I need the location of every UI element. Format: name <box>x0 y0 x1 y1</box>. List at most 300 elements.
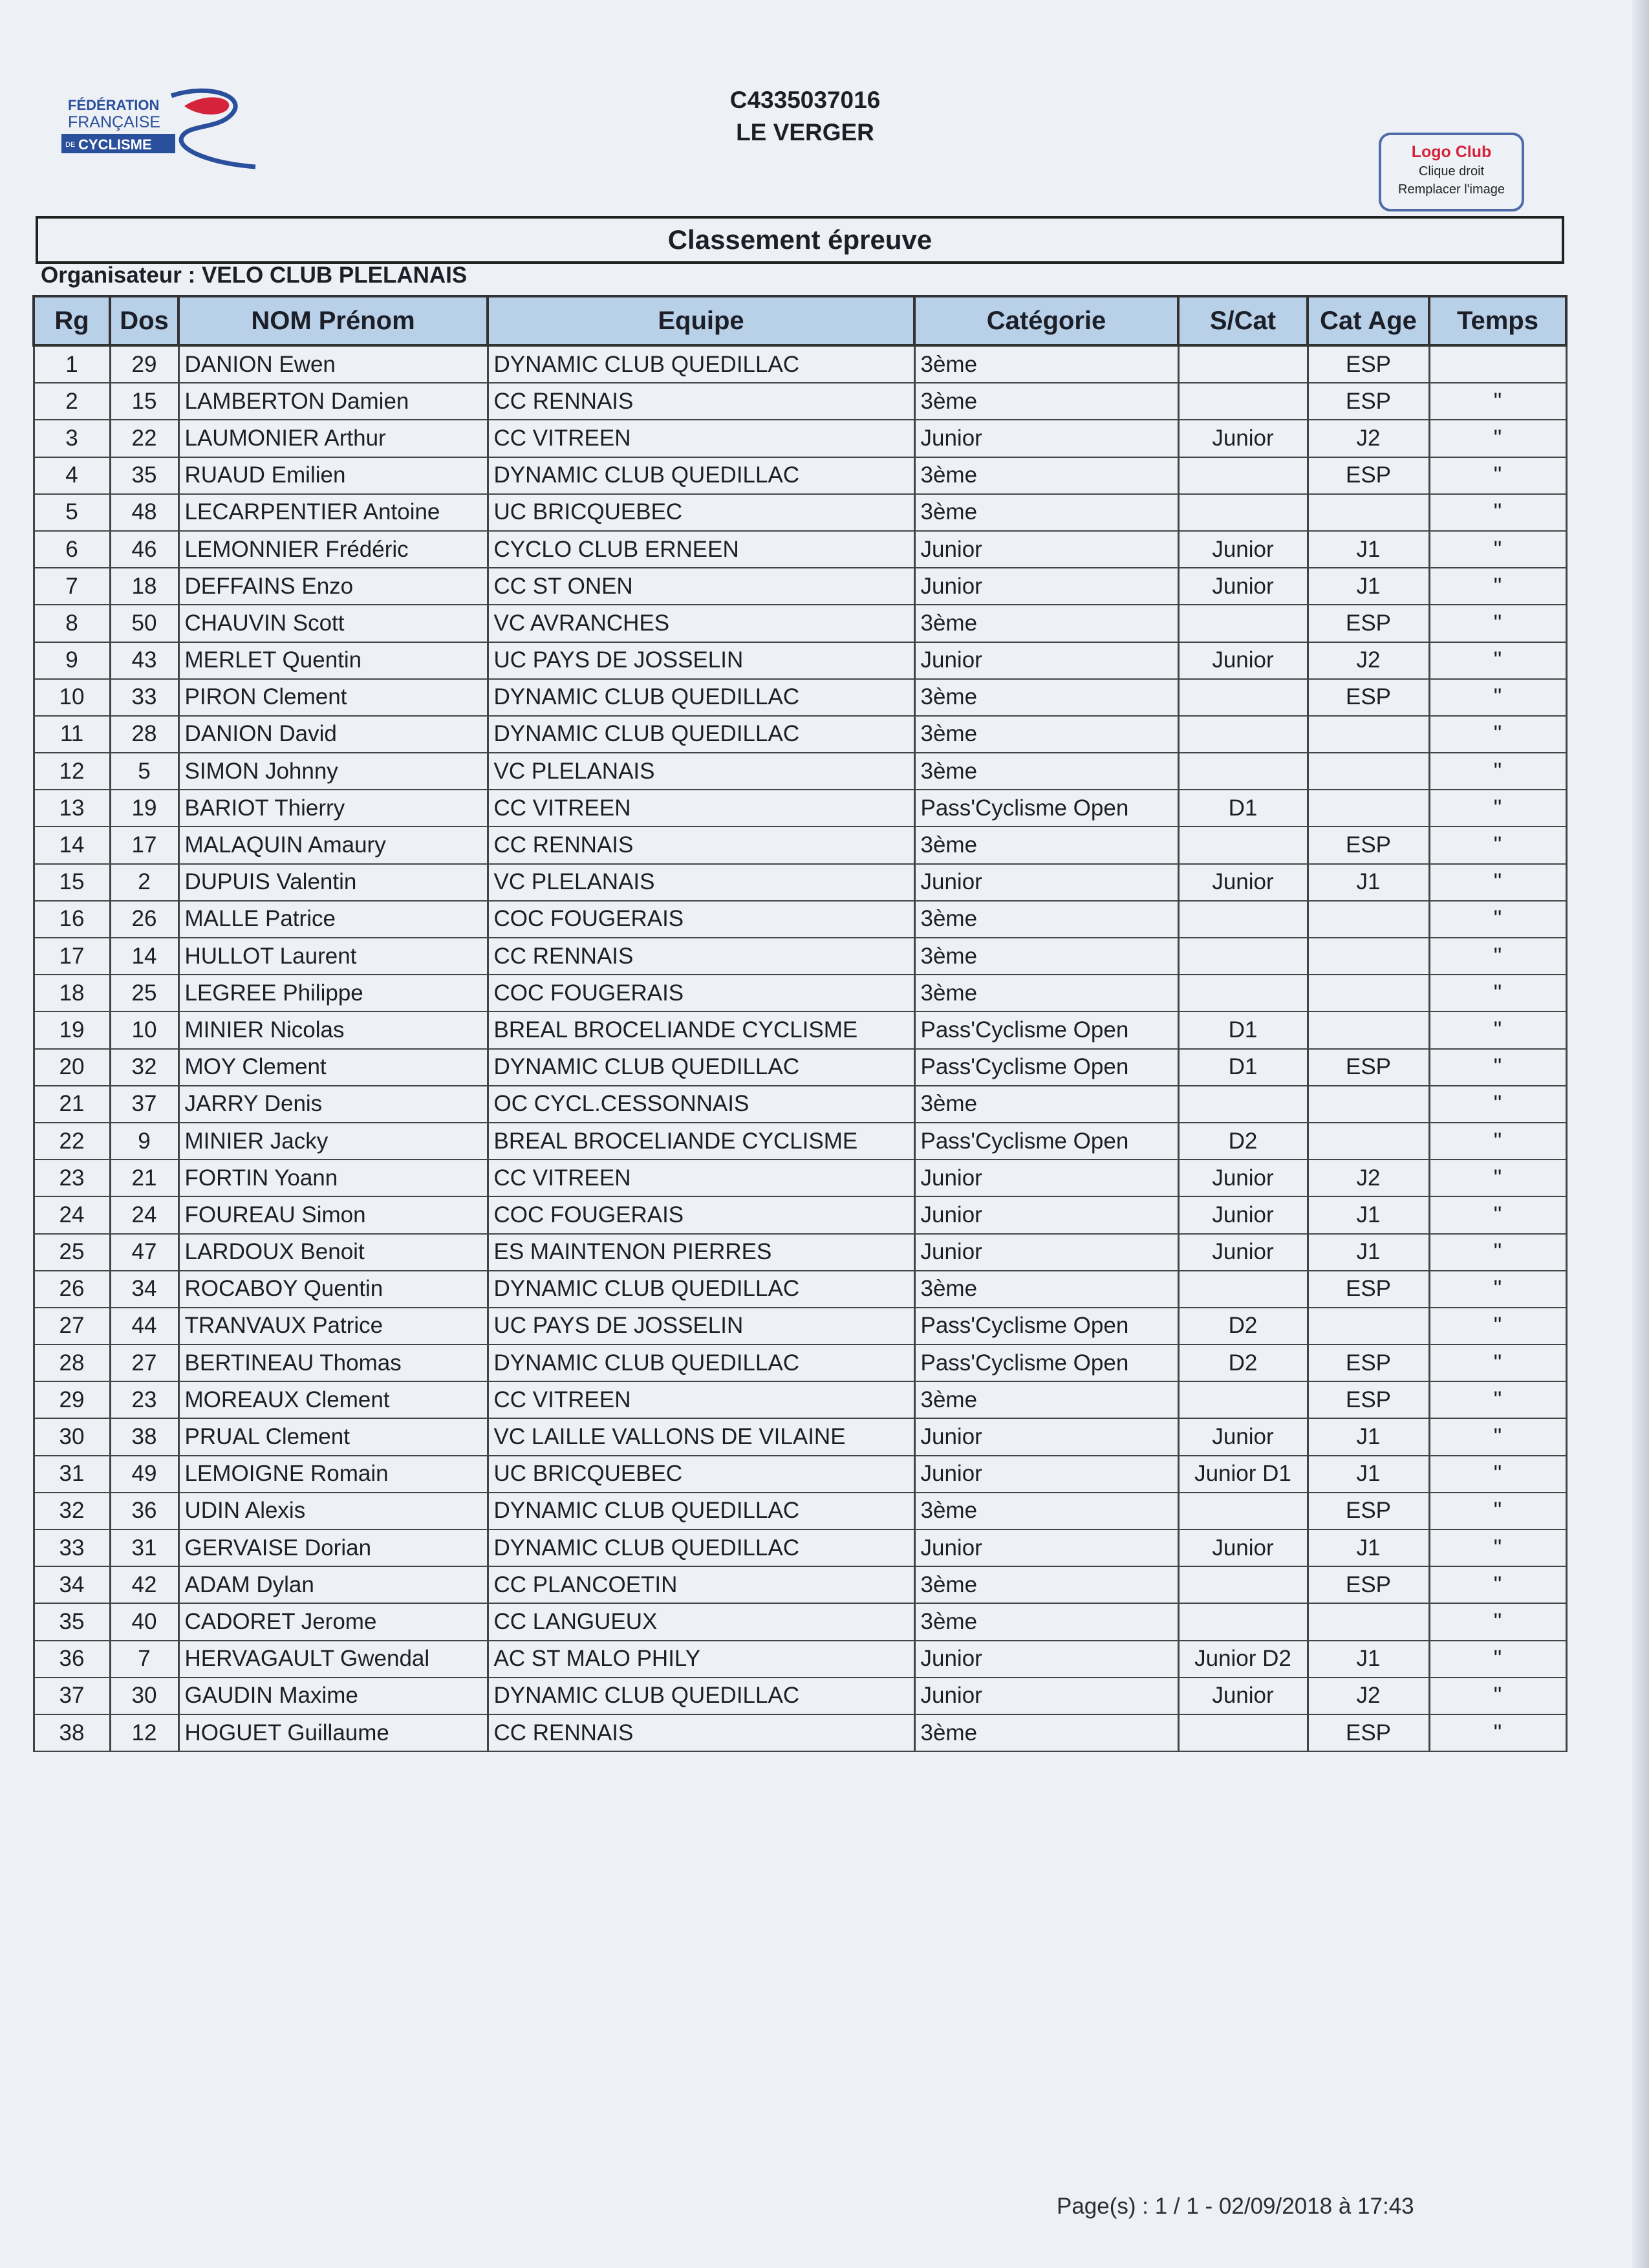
cell-bib: 44 <box>110 1308 178 1345</box>
cell-time <box>1429 345 1566 383</box>
col-header-name: NOM Prénom <box>178 296 488 345</box>
cell-team: UC BRICQUEBEC <box>488 494 914 531</box>
cell-category: 3ème <box>914 457 1178 494</box>
cell-rank: 25 <box>34 1234 110 1271</box>
table-row <box>34 605 1566 642</box>
table-row <box>34 1529 1566 1566</box>
cell-age-category <box>1308 975 1429 1011</box>
cell-time: " <box>1429 1456 1566 1493</box>
cell-time: " <box>1429 494 1566 531</box>
cell-name: BARIOT Thierry <box>178 790 488 826</box>
table-row <box>34 345 1566 383</box>
cell-age-category <box>1308 1123 1429 1160</box>
cell-name: CHAUVIN Scott <box>178 605 488 642</box>
cell-team: COC FOUGERAIS <box>488 1196 914 1233</box>
cell-category: Junior <box>914 1529 1178 1566</box>
cell-age-category: J2 <box>1308 1678 1429 1714</box>
cell-bib: 38 <box>110 1418 178 1455</box>
cell-subcategory <box>1178 938 1308 975</box>
cell-time: " <box>1429 1714 1566 1751</box>
cell-time: " <box>1429 1308 1566 1345</box>
cell-name: FOUREAU Simon <box>178 1196 488 1233</box>
cell-age-category: ESP <box>1308 1381 1429 1418</box>
cell-bib: 12 <box>110 1714 178 1751</box>
cell-category: Pass'Cyclisme Open <box>914 1345 1178 1381</box>
cell-rank: 32 <box>34 1493 110 1529</box>
ffc-logo-line1: FÉDÉRATION <box>68 97 160 113</box>
cell-bib: 47 <box>110 1234 178 1271</box>
cell-bib: 42 <box>110 1566 178 1603</box>
cell-age-category <box>1308 938 1429 975</box>
col-header-team: Equipe <box>488 296 914 345</box>
cell-name: LECARPENTIER Antoine <box>178 494 488 531</box>
table-row <box>34 790 1566 826</box>
cell-name: ADAM Dylan <box>178 1566 488 1603</box>
cell-time: " <box>1429 901 1566 938</box>
cell-category: 3ème <box>914 1603 1178 1640</box>
cell-age-category: J1 <box>1308 1641 1429 1678</box>
cell-name: MOREAUX Clement <box>178 1381 488 1418</box>
cell-team: COC FOUGERAIS <box>488 975 914 1011</box>
cell-subcategory: Junior <box>1178 568 1308 605</box>
table-row <box>34 1011 1566 1048</box>
cell-name: LARDOUX Benoit <box>178 1234 488 1271</box>
cell-rank: 38 <box>34 1714 110 1751</box>
cell-team: BREAL BROCELIANDE CYCLISME <box>488 1123 914 1160</box>
ffc-logo-line3: CYCLISME <box>78 136 152 153</box>
cell-bib: 21 <box>110 1160 178 1196</box>
table-row <box>34 1308 1566 1345</box>
cell-rank: 14 <box>34 826 110 863</box>
cell-team: DYNAMIC CLUB QUEDILLAC <box>488 1529 914 1566</box>
cell-age-category: J2 <box>1308 1160 1429 1196</box>
cell-rank: 23 <box>34 1160 110 1196</box>
cell-bib: 22 <box>110 420 178 457</box>
cell-rank: 16 <box>34 901 110 938</box>
cell-rank: 15 <box>34 864 110 901</box>
col-header-bib: Dos <box>110 296 178 345</box>
table-row <box>34 716 1566 753</box>
table-row <box>34 1345 1566 1381</box>
cell-team: CC LANGUEUX <box>488 1603 914 1640</box>
cell-rank: 2 <box>34 383 110 420</box>
cell-category: Junior <box>914 642 1178 679</box>
cell-subcategory: D1 <box>1178 1011 1308 1048</box>
cell-name: GERVAISE Dorian <box>178 1529 488 1566</box>
cell-bib: 33 <box>110 679 178 716</box>
cell-category: 3ème <box>914 901 1178 938</box>
cell-time: " <box>1429 1493 1566 1529</box>
col-header-subcategory: S/Cat <box>1178 296 1308 345</box>
cell-subcategory: D2 <box>1178 1123 1308 1160</box>
table-row <box>34 642 1566 679</box>
cell-team: DYNAMIC CLUB QUEDILLAC <box>488 679 914 716</box>
table-row <box>34 1603 1566 1640</box>
cell-team: OC CYCL.CESSONNAIS <box>488 1086 914 1123</box>
cell-name: HERVAGAULT Gwendal <box>178 1641 488 1678</box>
event-header <box>647 84 964 149</box>
cell-age-category <box>1308 1603 1429 1640</box>
cell-rank: 33 <box>34 1529 110 1566</box>
cell-name: TRANVAUX Patrice <box>178 1308 488 1345</box>
cell-bib: 35 <box>110 457 178 494</box>
cell-time: " <box>1429 1123 1566 1160</box>
cell-subcategory: Junior <box>1178 864 1308 901</box>
cell-subcategory: Junior <box>1178 1678 1308 1714</box>
table-row <box>34 568 1566 605</box>
table-row <box>34 383 1566 420</box>
cell-team: CC RENNAIS <box>488 938 914 975</box>
cell-team: DYNAMIC CLUB QUEDILLAC <box>488 1678 914 1714</box>
cell-time: " <box>1429 716 1566 753</box>
cell-age-category: ESP <box>1308 605 1429 642</box>
table-row <box>34 975 1566 1011</box>
cell-rank: 1 <box>34 345 110 383</box>
cell-bib: 50 <box>110 605 178 642</box>
cell-subcategory <box>1178 1603 1308 1640</box>
cell-subcategory <box>1178 1381 1308 1418</box>
table-row <box>34 1234 1566 1271</box>
cell-rank: 27 <box>34 1308 110 1345</box>
table-row <box>34 864 1566 901</box>
cell-subcategory <box>1178 753 1308 790</box>
cell-subcategory <box>1178 605 1308 642</box>
cell-team: VC PLELANAIS <box>488 753 914 790</box>
cell-rank: 9 <box>34 642 110 679</box>
cell-category: Junior <box>914 1160 1178 1196</box>
cell-age-category <box>1308 1086 1429 1123</box>
logo-club-title: Logo Club <box>1411 143 1492 161</box>
cell-team: CC VITREEN <box>488 790 914 826</box>
results-header-row <box>34 296 1566 345</box>
cell-team: DYNAMIC CLUB QUEDILLAC <box>488 716 914 753</box>
col-header-time: Temps <box>1429 296 1566 345</box>
cell-bib: 32 <box>110 1049 178 1086</box>
cell-name: MOY Clement <box>178 1049 488 1086</box>
page-title: Classement épreuve <box>36 216 1564 264</box>
cell-rank: 3 <box>34 420 110 457</box>
scan-page-edge <box>1632 0 1649 2268</box>
cell-category: Junior <box>914 1234 1178 1271</box>
cell-subcategory: Junior <box>1178 1196 1308 1233</box>
col-header-age-category: Cat Age <box>1308 296 1429 345</box>
logo-club-hint-2: Remplacer l'image <box>1398 182 1505 197</box>
cell-category: 3ème <box>914 1493 1178 1529</box>
table-row <box>34 1714 1566 1751</box>
cell-category: Pass'Cyclisme Open <box>914 1308 1178 1345</box>
cell-rank: 22 <box>34 1123 110 1160</box>
event-place: LE VERGER <box>736 119 874 146</box>
cell-bib: 18 <box>110 568 178 605</box>
cell-rank: 7 <box>34 568 110 605</box>
cell-team: DYNAMIC CLUB QUEDILLAC <box>488 457 914 494</box>
cell-subcategory: D1 <box>1178 1049 1308 1086</box>
cell-team: AC ST MALO PHILY <box>488 1641 914 1678</box>
cell-age-category <box>1308 494 1429 531</box>
cell-category: 3ème <box>914 1566 1178 1603</box>
cell-bib: 2 <box>110 864 178 901</box>
cell-rank: 24 <box>34 1196 110 1233</box>
cell-rank: 4 <box>34 457 110 494</box>
table-row <box>34 1456 1566 1493</box>
cell-age-category: ESP <box>1308 383 1429 420</box>
cell-subcategory <box>1178 1086 1308 1123</box>
table-row <box>34 1086 1566 1123</box>
cell-rank: 29 <box>34 1381 110 1418</box>
cell-age-category: J1 <box>1308 1234 1429 1271</box>
cell-name: ROCABOY Quentin <box>178 1271 488 1308</box>
cell-age-category: J1 <box>1308 531 1429 568</box>
cell-name: PRUAL Clement <box>178 1418 488 1455</box>
cell-category: 3ème <box>914 494 1178 531</box>
cell-bib: 7 <box>110 1641 178 1678</box>
cell-team: DYNAMIC CLUB QUEDILLAC <box>488 1493 914 1529</box>
cell-time: " <box>1429 938 1566 975</box>
table-row <box>34 679 1566 716</box>
cell-rank: 31 <box>34 1456 110 1493</box>
cell-age-category: J1 <box>1308 568 1429 605</box>
cell-subcategory: Junior <box>1178 1529 1308 1566</box>
cell-name: GAUDIN Maxime <box>178 1678 488 1714</box>
cell-time: " <box>1429 975 1566 1011</box>
cell-name: DANION Ewen <box>178 345 488 383</box>
cell-team: COC FOUGERAIS <box>488 901 914 938</box>
cell-bib: 28 <box>110 716 178 753</box>
cell-bib: 48 <box>110 494 178 531</box>
cell-category: 3ème <box>914 975 1178 1011</box>
cell-team: UC PAYS DE JOSSELIN <box>488 1308 914 1345</box>
ffc-logo-red-mark <box>184 98 229 115</box>
table-row <box>34 1678 1566 1714</box>
cell-time: " <box>1429 1086 1566 1123</box>
cell-time: " <box>1429 531 1566 568</box>
cell-time: " <box>1429 826 1566 863</box>
cell-bib: 5 <box>110 753 178 790</box>
cell-rank: 34 <box>34 1566 110 1603</box>
cell-subcategory: D2 <box>1178 1345 1308 1381</box>
cell-time: " <box>1429 1049 1566 1086</box>
cell-rank: 26 <box>34 1271 110 1308</box>
cell-team: CC ST ONEN <box>488 568 914 605</box>
table-row <box>34 901 1566 938</box>
cell-name: MALAQUIN Amaury <box>178 826 488 863</box>
cell-subcategory: Junior D1 <box>1178 1456 1308 1493</box>
cell-bib: 37 <box>110 1086 178 1123</box>
cell-team: VC LAILLE VALLONS DE VILAINE <box>488 1418 914 1455</box>
cell-category: Pass'Cyclisme Open <box>914 1123 1178 1160</box>
cell-age-category: ESP <box>1308 1493 1429 1529</box>
logo-club-hint-1: Clique droit <box>1418 164 1485 178</box>
cell-team: UC PAYS DE JOSSELIN <box>488 642 914 679</box>
cell-subcategory: D1 <box>1178 790 1308 826</box>
cell-time: " <box>1429 1529 1566 1566</box>
table-row <box>34 1160 1566 1196</box>
cell-age-category <box>1308 753 1429 790</box>
cell-age-category <box>1308 1308 1429 1345</box>
cell-age-category <box>1308 716 1429 753</box>
cell-name: LEMOIGNE Romain <box>178 1456 488 1493</box>
results-table <box>32 295 1568 1752</box>
cell-time: " <box>1429 420 1566 457</box>
cell-category: Junior <box>914 568 1178 605</box>
cell-category: 3ème <box>914 1086 1178 1123</box>
cell-name: MINIER Jacky <box>178 1123 488 1160</box>
cell-team: UC BRICQUEBEC <box>488 1456 914 1493</box>
cell-category: Junior <box>914 864 1178 901</box>
cell-category: Junior <box>914 531 1178 568</box>
cell-bib: 40 <box>110 1603 178 1640</box>
logo-club-placeholder[interactable] <box>1379 133 1524 211</box>
cell-age-category: ESP <box>1308 457 1429 494</box>
cell-subcategory <box>1178 679 1308 716</box>
cell-category: Junior <box>914 1196 1178 1233</box>
cell-rank: 30 <box>34 1418 110 1455</box>
table-row <box>34 1381 1566 1418</box>
cell-bib: 9 <box>110 1123 178 1160</box>
cell-category: 3ème <box>914 753 1178 790</box>
col-header-rank: Rg <box>34 296 110 345</box>
cell-name: CADORET Jerome <box>178 1603 488 1640</box>
table-row <box>34 753 1566 790</box>
cell-category: Junior <box>914 1418 1178 1455</box>
cell-rank: 8 <box>34 605 110 642</box>
cell-subcategory: Junior <box>1178 642 1308 679</box>
cell-age-category: J1 <box>1308 1456 1429 1493</box>
organizer: Organisateur : VELO CLUB PLELANAIS <box>41 263 468 288</box>
cell-team: BREAL BROCELIANDE CYCLISME <box>488 1011 914 1048</box>
cell-subcategory: Junior <box>1178 1418 1308 1455</box>
cell-team: CYCLO CLUB ERNEEN <box>488 531 914 568</box>
cell-rank: 17 <box>34 938 110 975</box>
cell-bib: 36 <box>110 1493 178 1529</box>
table-row <box>34 1641 1566 1678</box>
cell-subcategory: Junior D2 <box>1178 1641 1308 1678</box>
event-code: C4335037016 <box>729 87 881 113</box>
cell-bib: 43 <box>110 642 178 679</box>
cell-age-category: ESP <box>1308 679 1429 716</box>
cell-subcategory <box>1178 826 1308 863</box>
table-row <box>34 1493 1566 1529</box>
cell-category: Junior <box>914 1641 1178 1678</box>
cell-rank: 18 <box>34 975 110 1011</box>
cell-subcategory <box>1178 901 1308 938</box>
cell-bib: 25 <box>110 975 178 1011</box>
cell-time: " <box>1429 1603 1566 1640</box>
cell-name: JARRY Denis <box>178 1086 488 1123</box>
cell-rank: 12 <box>34 753 110 790</box>
cell-category: Pass'Cyclisme Open <box>914 1011 1178 1048</box>
cell-category: 3ème <box>914 1714 1178 1751</box>
cell-time: " <box>1429 605 1566 642</box>
cell-name: BERTINEAU Thomas <box>178 1345 488 1381</box>
cell-team: DYNAMIC CLUB QUEDILLAC <box>488 1345 914 1381</box>
cell-category: 3ème <box>914 716 1178 753</box>
cell-name: DANION David <box>178 716 488 753</box>
cell-subcategory <box>1178 345 1308 383</box>
cell-bib: 29 <box>110 345 178 383</box>
cell-time: " <box>1429 642 1566 679</box>
cell-subcategory <box>1178 457 1308 494</box>
cell-age-category: J1 <box>1308 864 1429 901</box>
cell-team: CC RENNAIS <box>488 826 914 863</box>
cell-time: " <box>1429 1160 1566 1196</box>
cell-time: " <box>1429 1381 1566 1418</box>
cell-name: HOGUET Guillaume <box>178 1714 488 1751</box>
cell-time: " <box>1429 383 1566 420</box>
cell-age-category: ESP <box>1308 1714 1429 1751</box>
cell-time: " <box>1429 1345 1566 1381</box>
cell-team: CC VITREEN <box>488 420 914 457</box>
cell-bib: 10 <box>110 1011 178 1048</box>
cell-team: DYNAMIC CLUB QUEDILLAC <box>488 1049 914 1086</box>
cell-category: Junior <box>914 1456 1178 1493</box>
cell-name: FORTIN Yoann <box>178 1160 488 1196</box>
cell-bib: 19 <box>110 790 178 826</box>
cell-name: DEFFAINS Enzo <box>178 568 488 605</box>
cell-team: VC PLELANAIS <box>488 864 914 901</box>
cell-age-category: J1 <box>1308 1196 1429 1233</box>
cell-time: " <box>1429 1641 1566 1678</box>
cell-subcategory <box>1178 494 1308 531</box>
cell-category: Pass'Cyclisme Open <box>914 790 1178 826</box>
cell-name: LAMBERTON Damien <box>178 383 488 420</box>
cell-team: CC VITREEN <box>488 1381 914 1418</box>
cell-time: " <box>1429 753 1566 790</box>
cell-name: UDIN Alexis <box>178 1493 488 1529</box>
cell-subcategory: Junior <box>1178 531 1308 568</box>
cell-time: " <box>1429 864 1566 901</box>
table-row <box>34 826 1566 863</box>
cell-age-category: J2 <box>1308 420 1429 457</box>
table-row <box>34 1196 1566 1233</box>
cell-age-category: ESP <box>1308 1345 1429 1381</box>
cell-name: MINIER Nicolas <box>178 1011 488 1048</box>
cell-rank: 11 <box>34 716 110 753</box>
results-body <box>34 345 1566 1751</box>
cell-category: 3ème <box>914 938 1178 975</box>
cell-bib: 24 <box>110 1196 178 1233</box>
table-row <box>34 938 1566 975</box>
cell-category: 3ème <box>914 345 1178 383</box>
cell-subcategory <box>1178 975 1308 1011</box>
cell-time: " <box>1429 1678 1566 1714</box>
cell-age-category: ESP <box>1308 1566 1429 1603</box>
cell-category: Pass'Cyclisme Open <box>914 1049 1178 1086</box>
cell-age-category <box>1308 1011 1429 1048</box>
cell-bib: 15 <box>110 383 178 420</box>
cell-age-category: ESP <box>1308 1271 1429 1308</box>
cell-category: 3ème <box>914 1271 1178 1308</box>
cell-rank: 36 <box>34 1641 110 1678</box>
cell-age-category: ESP <box>1308 1049 1429 1086</box>
cell-subcategory <box>1178 716 1308 753</box>
cell-age-category <box>1308 790 1429 826</box>
cell-team: CC RENNAIS <box>488 1714 914 1751</box>
cell-team: VC AVRANCHES <box>488 605 914 642</box>
cell-team: ES MAINTENON PIERRES <box>488 1234 914 1271</box>
cell-category: 3ème <box>914 1381 1178 1418</box>
cell-bib: 30 <box>110 1678 178 1714</box>
cell-bib: 31 <box>110 1529 178 1566</box>
cell-name: DUPUIS Valentin <box>178 864 488 901</box>
cell-name: LEMONNIER Frédéric <box>178 531 488 568</box>
cell-team: DYNAMIC CLUB QUEDILLAC <box>488 1271 914 1308</box>
cell-category: 3ème <box>914 383 1178 420</box>
table-row <box>34 457 1566 494</box>
cell-name: HULLOT Laurent <box>178 938 488 975</box>
cell-age-category: ESP <box>1308 345 1429 383</box>
cell-subcategory: Junior <box>1178 1160 1308 1196</box>
